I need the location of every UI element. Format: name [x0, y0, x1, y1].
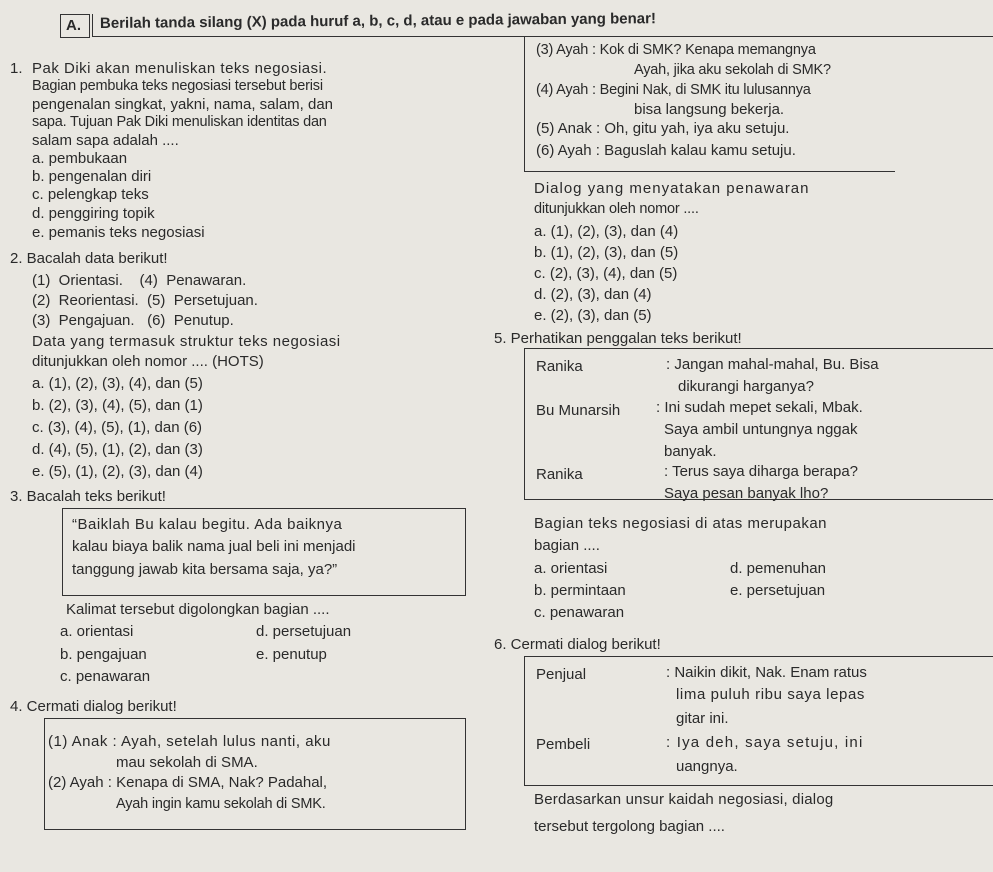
q4-dialog-line: Ayah ingin kamu sekolah di SMK. [116, 796, 326, 812]
q3-quote-line: tanggung jawab kita bersama saja, ya?” [72, 561, 338, 578]
q5-speaker: Ranika [536, 466, 583, 483]
q5-option-c[interactable]: c. penawaran [534, 604, 625, 621]
q5-question: Bagian teks negosiasi di atas merupakan [534, 515, 828, 532]
q1-line: sapa. Tujuan Pak Diki menuliskan identitas dan [32, 114, 327, 130]
q4-option-d[interactable]: d. (2), (3), dan (4) [534, 286, 652, 303]
q4-option-c[interactable]: c. (2), (3), (4), dan (5) [534, 265, 678, 282]
q2-option-d[interactable]: d. (4), (5), (1), (2), dan (3) [32, 441, 203, 458]
q4-dialog-line: Ayah, jika aku sekolah di SMK? [634, 62, 831, 78]
q1-option-a[interactable]: a. pembukaan [32, 150, 128, 167]
q5-line: dikurangi harganya? [678, 378, 814, 395]
q5-option-d[interactable]: d. pemenuhan [730, 560, 826, 577]
q2-data: (2) Reorientasi. (5) Persetujuan. [32, 292, 258, 309]
q3-option-d[interactable]: d. persetujuan [256, 623, 352, 640]
q5-line: Saya ambil untungnya nggak [664, 421, 858, 438]
q3-question: Kalimat tersebut digolongkan bagian .... [66, 601, 330, 618]
q1-number: 1. [10, 60, 23, 77]
q4-option-b[interactable]: b. (1), (2), (3), dan (5) [534, 244, 679, 261]
q2-line: ditunjukkan oleh nomor .... (HOTS) [32, 353, 264, 370]
q5-line: : Jangan mahal-mahal, Bu. Bisa [666, 356, 879, 373]
q2-option-b[interactable]: b. (2), (3), (4), (5), dan (1) [32, 397, 203, 414]
q6-line: : Iya deh, saya setuju, ini [666, 734, 864, 751]
q4-option-e[interactable]: e. (2), (3), dan (5) [534, 307, 652, 324]
q3-option-a[interactable]: a. orientasi [60, 623, 134, 640]
q3-quote-line: kalau biaya balik nama jual beli ini menjadi [72, 538, 356, 555]
q5-line: : Terus saya diharga berapa? [664, 463, 859, 480]
q4-intro: 4. Cermati dialog berikut! [10, 698, 177, 715]
q4-dialog-line: mau sekolah di SMA. [116, 754, 258, 771]
q2-option-e[interactable]: e. (5), (1), (2), (3), dan (4) [32, 463, 203, 480]
q5-line: Saya pesan banyak lho? [664, 485, 829, 502]
q6-question: Berdasarkan unsur kaidah negosiasi, dialog [534, 791, 834, 808]
instruction-text: Berilah tanda silang (X) pada huruf a, b, c, d, atau e pada jawaban yang benar! [99, 10, 657, 32]
q2-data: (3) Pengajuan. (6) Penutup. [32, 312, 234, 329]
q5-speaker: Bu Munarsih [536, 402, 621, 419]
q4-question: Dialog yang menyatakan penawaran [534, 180, 810, 197]
q3-quote-line: “Baiklah Bu kalau begitu. Ada baiknya [72, 516, 343, 533]
q5-speaker: Ranika [536, 358, 583, 375]
q5-line: : Ini sudah mepet sekali, Mbak. [656, 399, 863, 416]
q5-question: bagian .... [534, 537, 600, 554]
q1-option-d[interactable]: d. penggiring topik [32, 205, 155, 222]
q4-dialog-line: (6) Ayah : Baguslah kalau kamu setuju. [536, 142, 796, 159]
q6-speaker: Pembeli [536, 736, 591, 753]
q4-option-a[interactable]: a. (1), (2), (3), dan (4) [534, 223, 679, 240]
q4-question: ditunjukkan oleh nomor .... [534, 201, 699, 217]
q1-option-e[interactable]: e. pemanis teks negosiasi [32, 224, 205, 241]
q4-dialog-line: (5) Anak : Oh, gitu yah, iya aku setuju. [536, 120, 790, 137]
q4-dialog-line: (2) Ayah : Kenapa di SMA, Nak? Padahal, [48, 774, 328, 791]
q2-option-c[interactable]: c. (3), (4), (5), (1), dan (6) [32, 419, 203, 436]
q1-line: pengenalan singkat, yakni, nama, salam, dan [32, 96, 334, 113]
q2-intro: 2. Bacalah data berikut! [10, 250, 168, 267]
q6-intro: 6. Cermati dialog berikut! [494, 636, 661, 653]
q4-dialog-line: (1) Anak : Ayah, setelah lulus nanti, aku [48, 733, 331, 750]
q6-question: tersebut tergolong bagian .... [534, 818, 725, 835]
q5-option-b[interactable]: b. permintaan [534, 582, 626, 599]
q5-option-e[interactable]: e. persetujuan [730, 582, 826, 599]
q3-option-c[interactable]: c. penawaran [60, 668, 151, 685]
q4-dialog-line: (3) Ayah : Kok di SMK? Kenapa memangnya [536, 42, 816, 58]
q3-option-b[interactable]: b. pengajuan [60, 646, 147, 663]
q2-data: (1) Orientasi. (4) Penawaran. [32, 272, 247, 289]
q6-line: uangnya. [676, 758, 738, 775]
q6-speaker: Penjual [536, 666, 587, 683]
q1-option-c[interactable]: c. pelengkap teks [32, 186, 149, 203]
q1-line: Bagian pembuka teks negosiasi tersebut berisi [32, 78, 323, 94]
q1-line: Pak Diki akan menuliskan teks negosiasi. [32, 60, 328, 77]
q5-intro: 5. Perhatikan penggalan teks berikut! [494, 330, 742, 347]
q4-dialog-line: bisa langsung bekerja. [634, 101, 785, 118]
q5-line: banyak. [664, 443, 717, 460]
q4-dialog-line: (4) Ayah : Begini Nak, di SMK itu lulusannya [536, 82, 811, 98]
q3-intro: 3. Bacalah teks berikut! [10, 488, 166, 505]
q3-option-e[interactable]: e. penutup [256, 646, 327, 663]
q6-line: lima puluh ribu saya lepas [676, 686, 866, 703]
q1-option-b[interactable]: b. pengenalan diri [32, 168, 152, 185]
q1-line: salam sapa adalah .... [32, 132, 179, 149]
q2-option-a[interactable]: a. (1), (2), (3), (4), dan (5) [32, 375, 203, 392]
q2-line: Data yang termasuk struktur teks negosiasi [32, 333, 341, 350]
q6-line: gitar ini. [676, 710, 729, 727]
q6-line: : Naikin dikit, Nak. Enam ratus [666, 664, 867, 681]
section-label: A. [66, 17, 81, 34]
q5-option-a[interactable]: a. orientasi [534, 560, 608, 577]
